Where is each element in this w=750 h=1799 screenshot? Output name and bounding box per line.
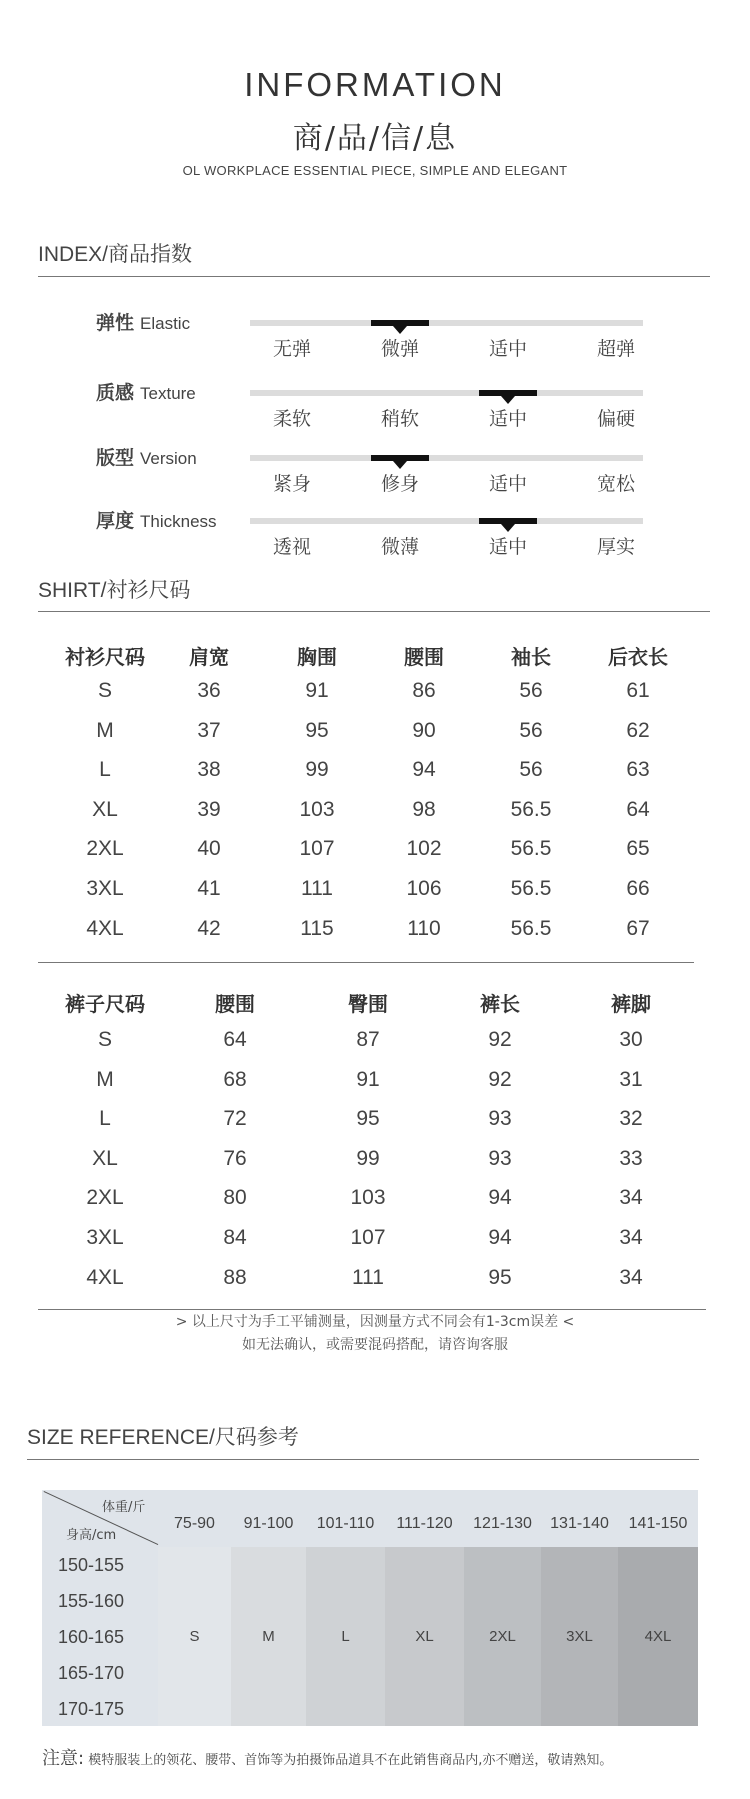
height-range: 165-170 bbox=[58, 1663, 125, 1683]
table-header-cell: 裤长 bbox=[480, 992, 520, 1016]
page-title-cn: 商/品/信/息 bbox=[292, 121, 458, 156]
index-option: 适中 bbox=[488, 408, 527, 430]
weight-range: 121-130 bbox=[473, 1515, 532, 1532]
table-header-cell: 腰围 bbox=[404, 645, 444, 669]
index-option: 超弹 bbox=[596, 338, 635, 360]
table-header-cell: 裤脚 bbox=[611, 992, 651, 1016]
divider bbox=[38, 962, 694, 963]
divider bbox=[38, 611, 710, 612]
table-row-size: L bbox=[99, 758, 111, 782]
table-cell: 34 bbox=[619, 1265, 643, 1289]
divider bbox=[38, 1309, 706, 1310]
index-scale-bar bbox=[250, 518, 643, 524]
footer-lead: 注意: bbox=[42, 1748, 85, 1769]
table-cell: 91 bbox=[305, 679, 329, 702]
table-cell: 106 bbox=[406, 877, 442, 900]
footer-note bbox=[42, 1744, 612, 1770]
table-cell: 62 bbox=[626, 718, 650, 742]
table-cell: 87 bbox=[356, 1028, 380, 1051]
index-label-cn: 弹性 bbox=[96, 312, 135, 334]
table-cell: 39 bbox=[197, 797, 221, 821]
size-reference-title: SIZE REFERENCE/尺码参考 bbox=[27, 1426, 299, 1449]
measure-note-line1: > 以上尺寸为手工平铺测量，因测量方式不同会有1-3cm误差 < bbox=[175, 1314, 575, 1330]
table-row-size: M bbox=[96, 718, 114, 742]
table-cell: 91 bbox=[356, 1067, 380, 1091]
index-marker-pointer bbox=[501, 396, 515, 404]
index-option: 稍软 bbox=[380, 408, 419, 430]
table-cell: 93 bbox=[488, 1107, 512, 1131]
index-option: 微薄 bbox=[380, 536, 419, 558]
table-row-size: XL bbox=[92, 1146, 118, 1170]
table-cell: 61 bbox=[626, 679, 650, 702]
index-label-thickness bbox=[96, 506, 217, 533]
table-cell: 36 bbox=[197, 679, 221, 702]
index-option: 无弹 bbox=[272, 338, 311, 360]
height-range: 160-165 bbox=[58, 1627, 125, 1647]
table-cell: 111 bbox=[301, 877, 333, 900]
table-cell: 93 bbox=[488, 1146, 512, 1170]
table-row-size: S bbox=[97, 1028, 112, 1051]
index-option: 厚实 bbox=[596, 536, 635, 558]
index-option: 偏硬 bbox=[596, 408, 635, 430]
table-row-size: S bbox=[97, 679, 112, 702]
table-cell: 107 bbox=[299, 837, 335, 861]
table-cell: 94 bbox=[412, 758, 436, 782]
table-cell: 92 bbox=[488, 1028, 512, 1051]
index-label-cn: 版型 bbox=[96, 447, 135, 469]
index-option: 微弹 bbox=[380, 338, 419, 360]
table-header-cell: 裤子尺码 bbox=[65, 992, 145, 1016]
index-label-cn: 厚度 bbox=[96, 510, 135, 532]
index-scale-bar bbox=[250, 455, 643, 461]
divider bbox=[38, 276, 710, 277]
corner-height-label: 身高/cm bbox=[66, 1528, 117, 1543]
table-cell: 99 bbox=[356, 1146, 380, 1170]
size-value: 3XL bbox=[566, 1627, 593, 1645]
table-cell: 32 bbox=[619, 1107, 643, 1131]
size-value: 4XL bbox=[644, 1627, 672, 1645]
table-header-cell: 袖长 bbox=[511, 645, 551, 669]
table-cell: 84 bbox=[223, 1226, 247, 1249]
table-cell: 30 bbox=[619, 1028, 643, 1051]
weight-range: 141-150 bbox=[628, 1515, 688, 1532]
size-value: 2XL bbox=[489, 1627, 516, 1645]
page-subtitle: OL WORKPLACE ESSENTIAL PIECE, SIMPLE AND ELEGANT bbox=[182, 163, 568, 178]
weight-range: 75-90 bbox=[174, 1515, 215, 1532]
index-marker-pointer bbox=[501, 524, 515, 532]
table-cell: 76 bbox=[223, 1146, 247, 1170]
table-header-cell: 后衣长 bbox=[608, 645, 668, 669]
index-option: 修身 bbox=[380, 473, 419, 495]
table-cell: 67 bbox=[626, 916, 650, 940]
table-cell: 72 bbox=[223, 1107, 247, 1131]
table-cell: 88 bbox=[223, 1265, 247, 1289]
table-cell: 94 bbox=[488, 1226, 512, 1249]
index-option: 适中 bbox=[488, 473, 527, 495]
table-cell: 56 bbox=[519, 758, 543, 782]
index-option: 宽松 bbox=[596, 473, 635, 495]
table-row-size: XL bbox=[92, 797, 118, 821]
table-header-cell: 肩宽 bbox=[189, 645, 229, 669]
index-scale-bar bbox=[250, 320, 643, 326]
height-range: 170-175 bbox=[58, 1699, 125, 1719]
table-cell: 56 bbox=[519, 679, 543, 702]
table-cell: 56.5 bbox=[510, 837, 552, 861]
table-cell: 56.5 bbox=[510, 916, 552, 940]
table-cell: 56.5 bbox=[510, 797, 552, 821]
weight-range: 111-120 bbox=[396, 1515, 453, 1532]
weight-range: 91-100 bbox=[243, 1515, 294, 1532]
table-row-size: M bbox=[96, 1067, 114, 1091]
page-title: INFORMATION bbox=[244, 66, 506, 103]
index-label-texture bbox=[96, 378, 196, 405]
table-cell: 95 bbox=[356, 1107, 380, 1131]
index-label-elastic bbox=[96, 308, 190, 335]
table-row-size: 2XL bbox=[86, 1186, 124, 1210]
table-cell: 111 bbox=[352, 1265, 384, 1289]
table-cell: 90 bbox=[412, 718, 436, 742]
shirt-section-title: SHIRT/衬衫尺码 bbox=[38, 579, 191, 602]
corner-weight-label: 体重/斤 bbox=[102, 1500, 146, 1515]
table-row-size: 3XL bbox=[86, 1226, 124, 1249]
height-range: 150-155 bbox=[58, 1555, 125, 1575]
index-label-en: Texture bbox=[140, 384, 196, 403]
table-cell: 115 bbox=[300, 916, 334, 940]
table-cell: 103 bbox=[350, 1186, 386, 1210]
table-cell: 80 bbox=[223, 1186, 247, 1210]
index-option: 柔软 bbox=[272, 408, 311, 430]
table-cell: 103 bbox=[299, 797, 335, 821]
table-cell: 65 bbox=[626, 837, 650, 861]
table-cell: 66 bbox=[626, 877, 650, 900]
table-cell: 98 bbox=[412, 797, 436, 821]
table-cell: 68 bbox=[223, 1067, 247, 1091]
table-cell: 63 bbox=[626, 758, 650, 782]
weight-range: 131-140 bbox=[550, 1515, 609, 1532]
table-header-cell: 臀围 bbox=[348, 992, 388, 1016]
table-header-cell: 胸围 bbox=[297, 645, 337, 669]
index-label-cn: 质感 bbox=[96, 382, 135, 404]
table-header-cell: 衬衫尺码 bbox=[65, 645, 145, 669]
index-label-version bbox=[96, 443, 197, 470]
table-cell: 99 bbox=[305, 758, 329, 782]
table-cell: 64 bbox=[223, 1028, 247, 1051]
table-cell: 56 bbox=[519, 718, 543, 742]
index-label-en: Elastic bbox=[140, 314, 191, 333]
index-option: 适中 bbox=[488, 536, 527, 558]
index-section-title: INDEX/商品指数 bbox=[38, 243, 193, 266]
size-value: S bbox=[189, 1627, 200, 1645]
table-cell: 107 bbox=[350, 1226, 386, 1249]
table-header-cell: 腰围 bbox=[215, 992, 255, 1016]
table-cell: 92 bbox=[488, 1067, 512, 1091]
table-cell: 102 bbox=[406, 837, 442, 861]
table-cell: 33 bbox=[619, 1146, 643, 1170]
table-cell: 86 bbox=[412, 679, 436, 702]
table-cell: 94 bbox=[488, 1186, 512, 1210]
table-cell: 95 bbox=[305, 718, 329, 742]
table-cell: 42 bbox=[197, 916, 221, 940]
table-row-size: 4XL bbox=[86, 1265, 124, 1289]
index-option: 透视 bbox=[272, 536, 311, 558]
measure-note-line2: 如无法确认，或需要混码搭配，请咨询客服 bbox=[242, 1337, 508, 1353]
size-value: M bbox=[262, 1627, 275, 1645]
table-row-size: 2XL bbox=[86, 837, 124, 861]
index-marker-pointer bbox=[393, 461, 407, 469]
table-cell: 56.5 bbox=[510, 877, 552, 900]
index-marker-pointer bbox=[393, 326, 407, 334]
index-label-en: Version bbox=[140, 449, 197, 468]
footer-text: 模特服装上的领花、腰带、首饰等为拍摄饰品道具不在此销售商品内,亦不赠送，敬请熟知。 bbox=[88, 1753, 613, 1768]
table-cell: 110 bbox=[407, 916, 441, 940]
index-option: 适中 bbox=[488, 338, 527, 360]
table-row-size: 3XL bbox=[86, 877, 124, 900]
height-range: 155-160 bbox=[58, 1591, 125, 1611]
table-cell: 40 bbox=[197, 837, 221, 861]
table-cell: 31 bbox=[619, 1067, 643, 1091]
table-row-size: L bbox=[99, 1107, 111, 1131]
table-cell: 37 bbox=[197, 718, 221, 742]
table-cell: 34 bbox=[619, 1226, 643, 1249]
table-cell: 34 bbox=[619, 1186, 643, 1210]
table-cell: 38 bbox=[197, 758, 221, 782]
index-option: 紧身 bbox=[272, 473, 311, 495]
index-label-en: Thickness bbox=[140, 512, 217, 531]
table-cell: 64 bbox=[626, 797, 650, 821]
size-value: L bbox=[341, 1627, 350, 1645]
table-cell: 41 bbox=[197, 877, 221, 900]
index-scale-bar bbox=[250, 390, 643, 396]
table-row-size: 4XL bbox=[86, 916, 124, 940]
divider bbox=[27, 1459, 699, 1460]
table-cell: 95 bbox=[488, 1265, 512, 1289]
size-value: XL bbox=[415, 1627, 434, 1645]
weight-range: 101-110 bbox=[316, 1515, 375, 1532]
